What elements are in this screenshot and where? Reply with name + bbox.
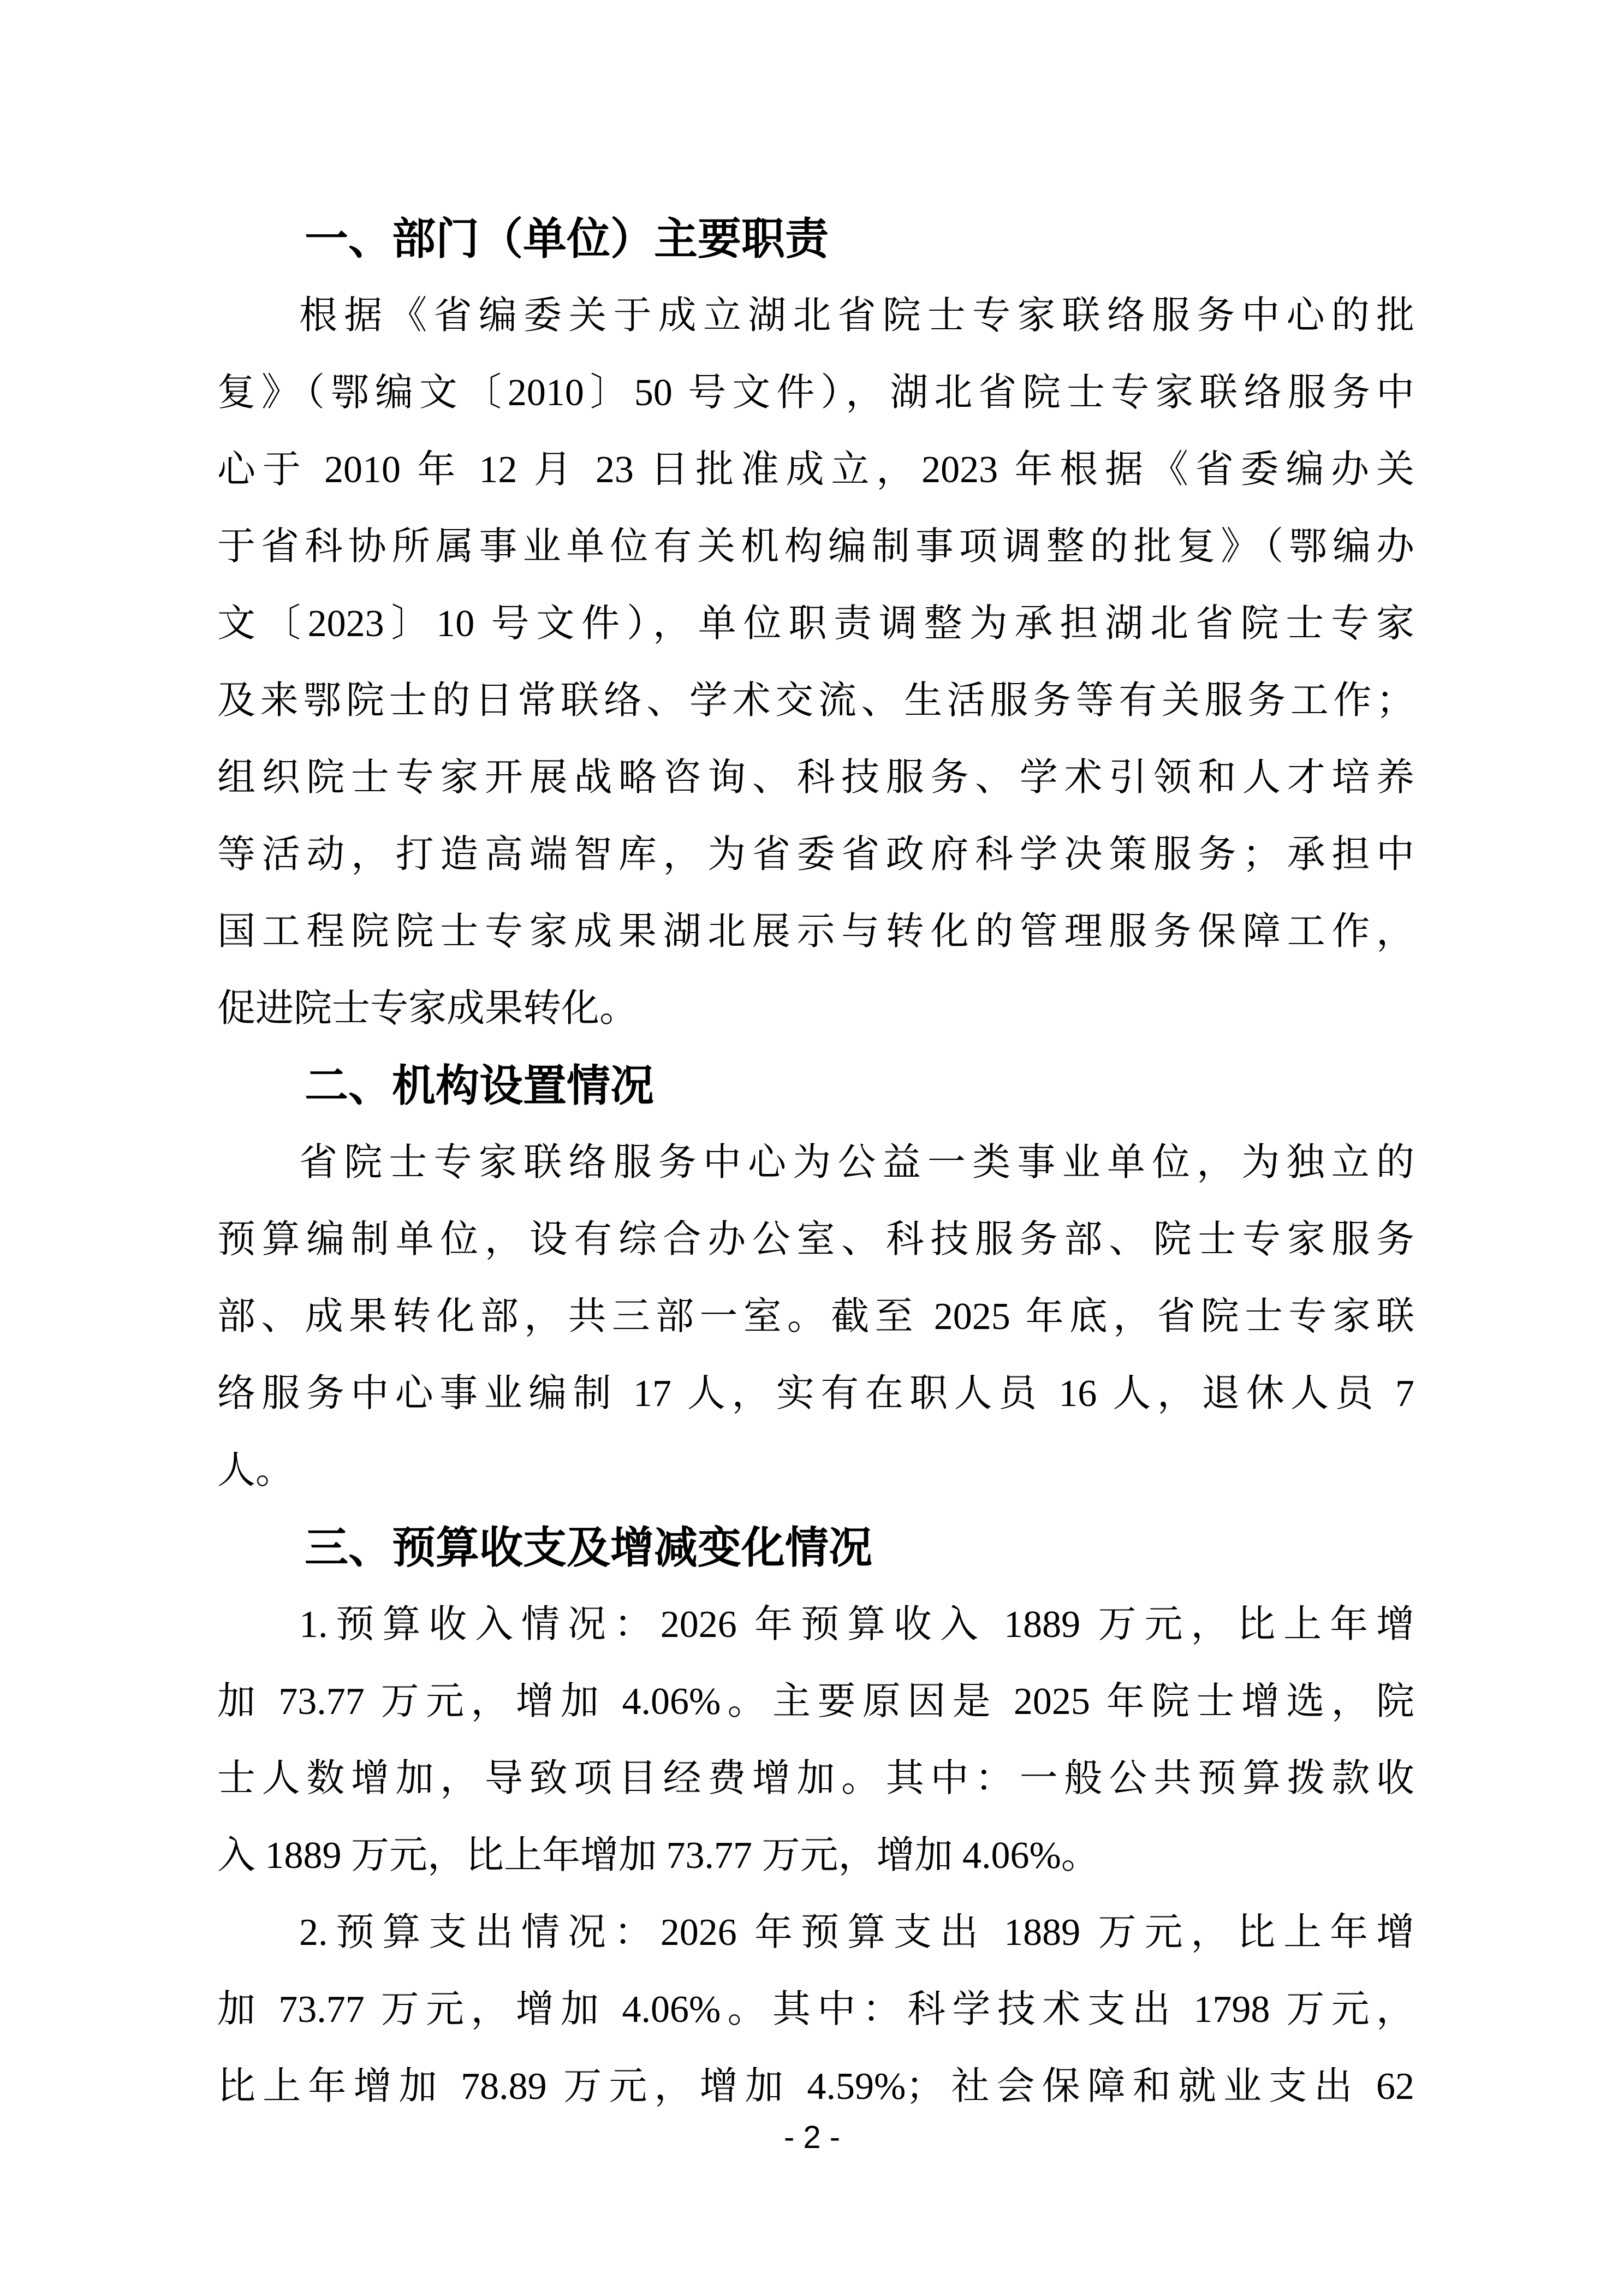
text-line: 人。: [217, 1450, 294, 1492]
text-line: 组织院士专家开展战略咨询、科技服务、学术引领和人才培养: [217, 757, 1414, 799]
text-line: 于省科协所属事业单位有关机构编制事项调整的批复》（鄂编办: [217, 526, 1414, 568]
text-line: 国工程院院士专家成果湖北展示与转化的管理服务保障工作，: [217, 911, 1414, 953]
text-line: 部、成果转化部，共三部一室。截至 2025 年底，省院士专家联: [217, 1296, 1414, 1338]
text-line: 根据《省编委关于成立湖北省院士专家联络服务中心的批: [299, 295, 1414, 337]
text-line: 2.预算支出情况：2026 年预算支出 1889 万元，比上年增: [299, 1912, 1414, 1954]
section-3-heading: 三、预算收支及增减变化情况: [305, 1523, 872, 1572]
text-line: 省院士专家联络服务中心为公益一类事业单位，为独立的: [299, 1142, 1414, 1184]
text-line: 及来鄂院士的日常联络、学术交流、生活服务等有关服务工作；: [217, 680, 1414, 722]
text-line: 等活动，打造高端智库，为省委省政府科学决策服务；承担中: [217, 834, 1414, 876]
text-line: 心于 2010 年 12 月 23 日批准成立，2023 年根据《省委编办关: [217, 449, 1414, 491]
text-line: 比上年增加 78.89 万元，增加 4.59%；社会保障和就业支出 62: [217, 2066, 1414, 2108]
text-line: 加 73.77 万元，增加 4.06%。主要原因是 2025 年院士增选，院: [217, 1681, 1414, 1723]
page-number: - 2 -: [783, 2120, 841, 2155]
text-line: 络服务中心事业编制 17 人，实有在职人员 16 人，退休人员 7: [217, 1373, 1414, 1415]
text-line: 士人数增加，导致项目经费增加。其中：一般公共预算拨款收: [217, 1758, 1414, 1800]
text-line: 1.预算收入情况：2026 年预算收入 1889 万元，比上年增: [299, 1604, 1414, 1646]
text-line: 加 73.77 万元，增加 4.06%。其中：科学技术支出 1798 万元，: [217, 1989, 1414, 2031]
text-line: 文〔2023〕10 号文件），单位职责调整为承担湖北省院士专家: [217, 603, 1414, 645]
section-1-heading: 一、部门（单位）主要职责: [305, 215, 829, 263]
document-body: [217, 200, 1414, 2125]
text-line: 复》（鄂编文〔2010〕50 号文件），湖北省院士专家联络服务中: [217, 372, 1414, 414]
text-line: 促进院士专家成果转化。: [217, 988, 638, 1030]
text-line: 入 1889 万元，比上年增加 73.77 万元，增加 4.06%。: [217, 1835, 1099, 1877]
section-2-heading: 二、机构设置情况: [305, 1061, 654, 1110]
text-line: 预算编制单位，设有综合办公室、科技服务部、院士专家服务: [217, 1219, 1414, 1261]
